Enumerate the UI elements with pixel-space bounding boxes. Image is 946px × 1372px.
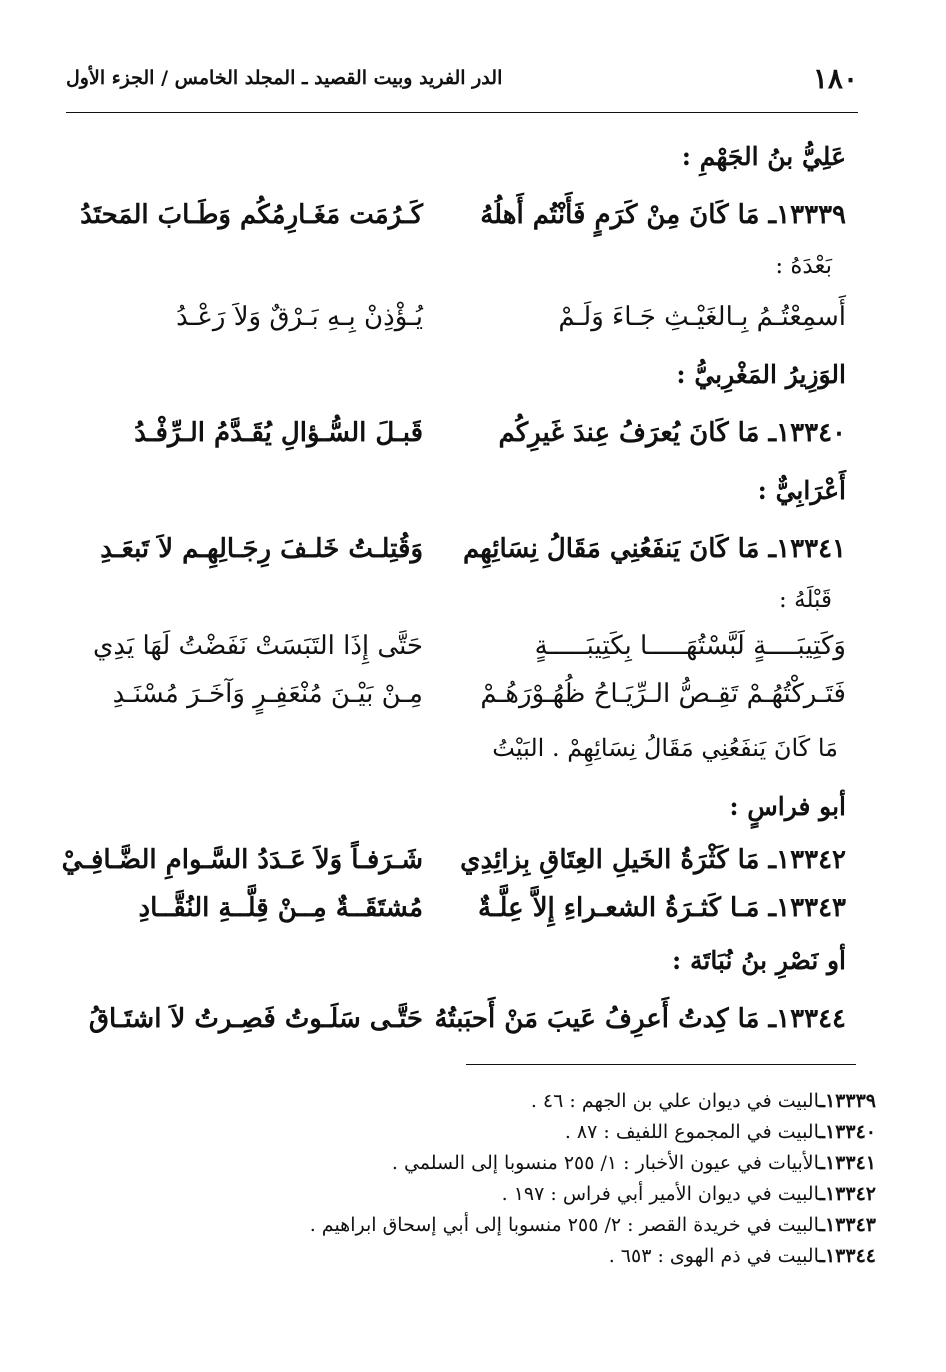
poet-name: أبو فراسٍ : <box>729 792 846 821</box>
hemistich-text: مَـا كَثـرَةُ الشعـراءِ إِلاَّ عِلَّـةٌ <box>477 893 760 923</box>
header-rule <box>66 112 858 113</box>
footnote-text: البيت في المجموع اللفيف : ٨٧ . <box>564 1121 820 1143</box>
poet-name: الوَزِيرُ المَغْرِبيُّ : <box>676 360 846 389</box>
verse-second-hemistich: قَبـلَ السُّـؤالِ يُقَـدَّمُ الـرِّفْـدُ <box>134 418 423 448</box>
verse-second-hemistich: حَتَّـى سَلَـوتُ فَصِـرتُ لاَ اشتَـاقُ <box>88 1004 423 1034</box>
footnote-number: ١٣٣٤٢ـ <box>819 1183 876 1205</box>
verse-line <box>88 884 846 932</box>
verse-first-hemistich: وَكَتِيبَــــةٍ لَبَّسْتُهَـــــا بِكَتِيبَـــــةٍ <box>534 631 846 661</box>
footnote-text: البيت في ديوان علي بن الجهم : ٤٦ . <box>530 1090 820 1112</box>
hemistich-text: مَا كَانَ يُعرَفُ عِندَ غَيرِكُم <box>498 418 760 448</box>
footnote-text: البيت في خريدة القصر : ٢/ ٢٥٥ منسوبا إلى أبي إسحاق ابراهيم . <box>309 1214 820 1236</box>
verse-second-hemistich: مُشتَقَــةٌ مِــنْ قِلَّــةِ النُقَّــادِ <box>138 893 423 923</box>
running-head <box>66 58 858 98</box>
verse-second-hemistich: كَـرُمَت مَغَـارِمُكُم وَطَـابَ المَحتَدُ <box>80 200 423 230</box>
verse-line <box>61 836 846 884</box>
poem-body <box>61 128 846 1048</box>
footnote-text: الأبيات في عيون الأخبار : ١/ ٢٥٥ منسوبا إلى السلمي . <box>391 1152 820 1174</box>
footnote-number: ١٣٣٤٤ـ <box>819 1245 876 1267</box>
verse-number: ١٣٣٤٤ـ <box>768 1004 846 1034</box>
footnote <box>88 1210 876 1241</box>
verse-second-hemistich: وَقُتِلـتُ خَلـفَ رِجَـالِهِـم لاَ تَبعَـدِ <box>100 534 423 564</box>
verse-line <box>88 288 846 346</box>
hemistich-text: مَا كَانَ مِنْ كَرَمٍ فَأَنْتُم أَهلُهُ <box>480 200 760 230</box>
footnote <box>88 1179 876 1210</box>
verse-first-hemistich: فَتَـركْتُهُـمْ تَقِـصُّ الـرِّيَـاحُ ظُهُـوْرَهُـمْ <box>480 679 846 709</box>
footnote-text: البيت في ذم الهوى : ٦٥٣ . <box>608 1245 820 1267</box>
verse-reference-line: مَا كَانَ يَنفَعُنِي مَقَالُ نِسَائِهِمْ . البَيْتُ <box>492 734 838 762</box>
footnote <box>88 1086 876 1117</box>
placement-note: قَبْلَهُ : <box>779 587 832 613</box>
verse-second-hemistich: يُـؤْذِنْ بِـهِ بَـرْقٌ وَلاَ رَعْـدُ <box>176 302 423 332</box>
verse-number: ١٣٣٣٩ـ <box>768 200 846 230</box>
footnotes <box>88 1086 876 1272</box>
footnote-number: ١٣٣٤٠ـ <box>819 1121 876 1143</box>
hemistich-text: مَا كَثْرَةُ الخَيلِ العِتَاقِ بِزائِدِي <box>460 845 760 875</box>
verse-second-hemistich: شَـرَفـاً وَلاَ عَـدَدُ السَّـوامِ الضَّـافِـيْ <box>61 845 423 875</box>
footnote <box>88 1148 876 1179</box>
verse-first-hemistich <box>498 418 846 448</box>
running-title: الدر الفريد وبيت القصيد ـ المجلد الخامس / الجزء الأول <box>66 67 503 89</box>
poet-name: أَعْرَابِيٌّ : <box>757 476 846 505</box>
verse-line <box>80 186 846 244</box>
verse-number: ١٣٣٤٠ـ <box>768 418 846 448</box>
footnote-rule <box>466 1064 856 1065</box>
verse-first-hemistich <box>480 200 846 230</box>
footnote-number: ١٣٣٣٩ـ <box>819 1090 876 1112</box>
page-number: ١٨٠ <box>812 61 858 95</box>
verse-first-hemistich <box>460 845 846 875</box>
verse-line <box>88 990 846 1048</box>
verse-second-hemistich: حَتَّى إِذَا التَبَسَتْ نَفَضْتُ لَهَا يَدِي <box>92 631 423 661</box>
footnote-number: ١٣٣٤٣ـ <box>819 1214 876 1236</box>
verse-first-hemistich <box>434 1004 846 1034</box>
verse-line <box>88 622 846 670</box>
hemistich-text: مَا كَانَ يَنفَعُنِي مَقَالُ نِسَائِهِم <box>462 534 760 564</box>
verse-first-hemistich <box>462 534 846 564</box>
hemistich-text: مَا كِدتُ أَعرِفُ عَيبَ مَنْ أَحبَبتُهُ <box>434 1004 760 1034</box>
verse-line <box>88 670 846 718</box>
footnote-text: البيت في ديوان الأمير أبي فراس : ١٩٧ . <box>501 1183 820 1205</box>
placement-note: بَعْدَهُ : <box>775 253 832 279</box>
verse-number: ١٣٣٤١ـ <box>768 534 846 564</box>
verse-line <box>88 520 846 578</box>
verse-first-hemistich: أَسمِعْتُـمُ بِـالغَيْـثِ جَـاءَ وَلَـمْ <box>558 302 846 332</box>
verse-number: ١٣٣٤٢ـ <box>768 845 846 875</box>
footnote <box>88 1241 876 1272</box>
verse-second-hemistich: مِـنْ بَيْـنَ مُنْعَفِـرٍ وَآخَـرَ مُسْنَـدِ <box>112 679 423 709</box>
verse-first-hemistich <box>477 893 846 923</box>
verse-number: ١٣٣٤٣ـ <box>768 893 846 923</box>
poet-name: عَلِيُّ بنُ الجَهْمِ : <box>681 142 846 171</box>
poet-name: أو نَصْرِ بنُ نُبَاتَة : <box>672 946 846 975</box>
footnote-number: ١٣٣٤١ـ <box>819 1152 876 1174</box>
footnote <box>88 1117 876 1148</box>
verse-line <box>88 404 846 462</box>
